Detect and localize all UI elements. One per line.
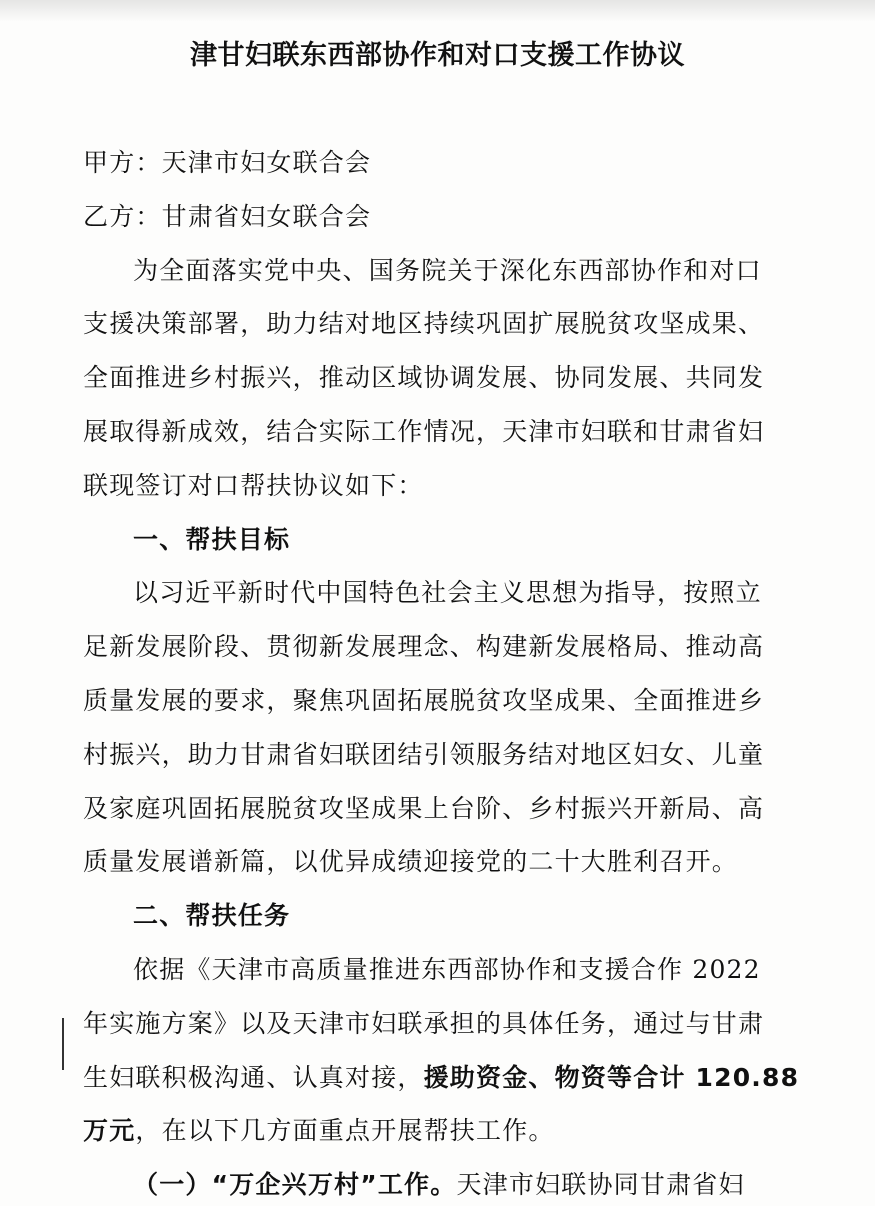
section1-line: 及家庭巩固拓展脱贫攻坚成果上台阶、乡村振兴开新局、高 xyxy=(83,793,765,823)
section1-line: 村振兴，助力甘肃省妇联团结引领服务结对地区妇女、儿童 xyxy=(83,739,765,769)
section-heading-tasks: 二、帮扶任务 xyxy=(133,901,291,931)
section1-line: 足新发展阶段、贯彻新发展理念、构建新发展格局、推动高 xyxy=(83,632,765,662)
funding-unit: 万元 xyxy=(83,1116,136,1146)
funding-amount: 援助资金、物资等合计 120.88 xyxy=(423,1062,800,1092)
subsection-heading: （一）“万企兴万村”工作。 xyxy=(133,1170,457,1200)
section1-line: 质量发展的要求，聚焦巩固拓展脱贫攻坚成果、全面推进乡 xyxy=(83,685,765,715)
section2-text: ，在以下几方面重点开展帮扶工作。 xyxy=(135,1116,555,1146)
document-body xyxy=(83,136,800,1212)
intro-line: 支援决策部署，助力结对地区持续巩固扩展脱贫攻坚成果、 xyxy=(83,309,765,339)
section1-line: 质量发展谱新篇，以优异成绩迎接党的二十大胜利召开。 xyxy=(83,847,739,877)
intro-line: 为全面落实党中央、国务院关于深化东西部协作和对口 xyxy=(133,255,762,285)
subsection-text: 天津市妇联协同甘肃省妇 xyxy=(456,1170,745,1200)
section2-line: 依据《天津市高质量推进东西部协作和支援合作 2022 xyxy=(133,954,761,984)
subsection-line xyxy=(83,1158,783,1212)
intro-line: 全面推进乡村振兴，推动区域协调发展、协同发展、共同发 xyxy=(83,363,765,393)
margin-mark xyxy=(62,1018,64,1070)
section2-text: 生妇联积极沟通、认真对接， xyxy=(83,1062,424,1092)
scan-shadow xyxy=(0,0,875,22)
intro-line: 展取得新成效，结合实际工作情况，天津市妇联和甘肃省妇 xyxy=(83,416,765,446)
section2-line xyxy=(83,1051,800,1105)
section2-line: 年实施方案》以及天津市妇联承担的具体任务，通过与甘肃 xyxy=(83,1008,765,1038)
section1-line: 以习近平新时代中国特色社会主义思想为指导，按照立 xyxy=(133,578,762,608)
document-title: 津甘妇联东西部协作和对口支援工作协议 xyxy=(190,40,685,71)
section2-line xyxy=(83,1104,783,1158)
party-a: 甲方：天津市妇女联合会 xyxy=(83,148,372,177)
section-heading-goals: 一、帮扶目标 xyxy=(133,524,291,554)
intro-line: 联现签订对口帮扶协议如下： xyxy=(83,470,424,500)
party-b: 乙方：甘肃省妇女联合会 xyxy=(83,201,372,231)
